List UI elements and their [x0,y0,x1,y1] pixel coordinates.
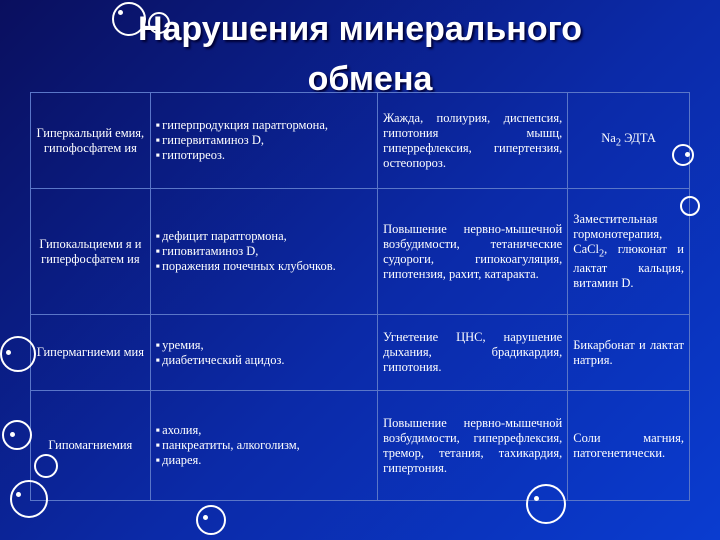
decorative-bubble [34,454,58,478]
treatment-text: Заместительная гормонотерапия, CaCl [573,211,663,256]
treatment-subscript: 2 [615,137,622,149]
causes-cell [150,189,377,315]
decorative-bubble [672,144,694,166]
cause-item: ▪ гипотиреоз. [156,148,372,163]
decorative-bubble [10,480,48,518]
decorative-bubble [680,196,700,216]
table-row [31,315,690,391]
table-row [31,93,690,189]
cause-item: ▪ поражения почечных клубочков. [156,259,372,274]
cause-item: ▪ дефицит паратгормона, [156,229,372,244]
treatment-cell: Бикарбонат и лактат натрия. [568,315,690,391]
symptoms-cell: Повышение нервно-мышечной возбудимости, гиперрефлексия, тремор, тетания, тахикардия, гипертония. [378,391,568,501]
slide-title-line1: Нарушения минерального [137,10,583,48]
cause-item: ▪ диарея. [156,453,372,468]
treatment-cell [568,189,690,315]
causes-cell [150,391,377,501]
cause-item: ▪ уремия, [156,338,372,353]
decorative-bubble [526,484,566,524]
cause-item: ▪ панкреатиты, алкоголизм, [156,438,372,453]
slide-title [0,4,720,104]
symptoms-cell: Угнетение ЦНС, нарушение дыхания, брадикардия, гипотония. [378,315,568,391]
treatment-text: , глюконат и лактат кальция, витамин D. [573,241,684,291]
decorative-bubble-dot [10,432,15,437]
decorative-bubble-dot [118,10,123,15]
decorative-bubble-dot [203,515,208,520]
disorders-table [30,92,690,501]
cause-item: ▪ ахолия, [156,423,372,438]
disorder-name: Гипермагниеми мия [31,315,151,391]
disorder-name: Гипомагниемия [31,391,151,501]
decorative-bubble [196,505,226,535]
decorative-bubble-dot [6,350,11,355]
cause-item: ▪ гиповитаминоз D, [156,244,372,259]
decorative-bubble [0,336,36,372]
disorder-name: Гиперкальций емия, гипофосфатем ия [31,93,151,189]
treatment-cell [568,93,690,189]
cause-item: ▪ гипервитаминоз D, [156,133,372,148]
causes-cell [150,315,377,391]
decorative-bubble [148,12,170,34]
decorative-bubble [112,2,146,36]
treatment-text: Na [601,130,616,145]
decorative-bubble [2,420,32,450]
decorative-bubble-dot [685,152,690,157]
symptoms-cell: Повышение нервно-мышечной возбудимости, тетанические судороги, гипокоагуляция, гипотензия, рахит, катаракта. [378,189,568,315]
decorative-bubble-dot [16,492,21,497]
cause-item: ▪ диабетический ацидоз. [156,353,372,368]
slide-title-line2: обмена [307,60,433,98]
treatment-text: ЭДТА [621,130,656,145]
symptoms-cell: Жажда, полиурия, диспепсия, гипотония мышц, гиперрефлексия, гипертензия, остеопороз. [378,93,568,189]
disorder-name: Гипокальциеми я и гиперфосфатем ия [31,189,151,315]
treatment-subscript: 2 [598,248,605,260]
table-row [31,391,690,501]
decorative-bubble-dot [534,496,539,501]
causes-cell [150,93,377,189]
table-row [31,189,690,315]
cause-item: ▪ гиперпродукция паратгормона, [156,118,372,133]
treatment-cell: Соли магния, патогенетически. [568,391,690,501]
